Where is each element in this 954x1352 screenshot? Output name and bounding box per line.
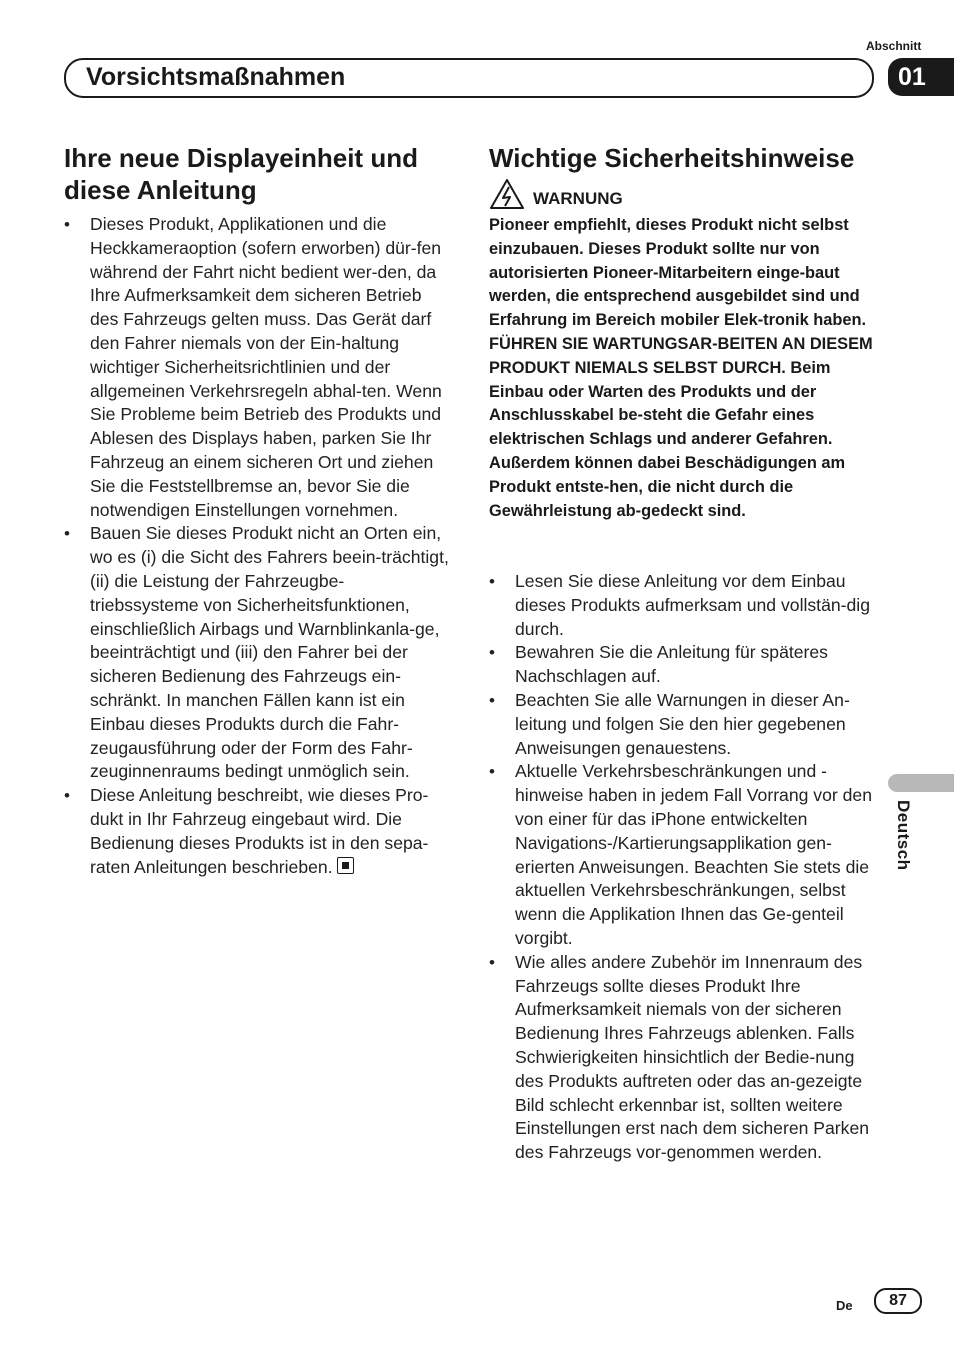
- list-item: • Aktuelle Verkehrsbeschränkungen und -hinweise haben in jedem Fall Vorrang vor den von einer für das iPhone entwickelten Navigations-/Kartierungsapplikation gen-erierten Anweisungen. Beachten Sie stets die aktuellen Verkehrsbeschränkungen, selbst wenn die Applikation Ihnen das Ge-genteil vorgibt.: [489, 761, 872, 948]
- warning-label: WARNUNG: [533, 189, 623, 208]
- list-item: • Bauen Sie dieses Produkt nicht an Orten ein, wo es (i) die Sicht des Fahrers beein-trächtigt, (ii) die Leistung der Fahrzeugbe-triebssysteme von Sicherheitsfunktionen, einschließlich Airbags und Warnblinkanla-ge, beeinträchtigt und (iii) den Fahrer bei der sicheren Bedienung des Fahrzeugs ein-schränkt. In manchen Fällen kann ist ein Einbau dieses Produkts durch die Fahr-zeugausführung oder der Form des Fahr-zeuginnenraums bedingt unmöglich sein.: [64, 523, 449, 782]
- bullet-icon: •: [64, 786, 70, 806]
- bullet-icon: •: [64, 524, 70, 544]
- list-item: • Bewahren Sie die Anleitung für späteres Nachschlagen auf.: [489, 642, 828, 687]
- left-bullet-list: [64, 213, 450, 879]
- chapter-title: Vorsichtsmaßnahmen: [86, 63, 346, 91]
- list-item: • Wie alles andere Zubehör im Innenraum des Fahrzeugs sollte dieses Produkt Ihre Aufmerksamkeit niemals von der sicheren Bedienung Ihres Fahrzeugs ablenken. Falls Schwierigkeiten hinsichtlich der Bedie-nung des Produkts auftreten oder das an-gezeigte Bild schlecht erkennbar ist, sollten weitere Einstellungen erst nach dem sicheren Parken des Fahrzeugs vor-genommen werden.: [489, 951, 870, 1163]
- end-mark-icon: [337, 857, 354, 874]
- list-item: • Lesen Sie diese Anleitung vor dem Einbau dieses Produkts aufmerksam und vollstän-dig durch.: [489, 571, 870, 639]
- warning-text: Pioneer empfiehlt, dieses Produkt nicht selbst einzubauen. Dieses Produkt sollte nur von autorisierten Pioneer-Mitarbeitern einge-baut werden, die entsprechend ausgebildet sind und Erfahrung im Bereich mobiler Elek-tronik haben. FÜHREN SIE WARTUNGSAR-BEITEN AN DIESEM PRODUKT NIEMALS SELBST DURCH. Beim Einbau oder Warten des Produkts und der Anschlusskabel be-steht die Gefahr eines elektrischen Schlags und anderer Gefahren. Außerdem können dabei Beschädigungen am Produkt entste-hen, die nicht durch die Gewährleistung ab-gedeckt sind.: [489, 216, 873, 520]
- bullet-icon: •: [489, 572, 495, 591]
- right-bullet-list: [489, 570, 875, 1165]
- language-tab: [893, 800, 933, 890]
- section-number-badge: 01: [888, 58, 954, 96]
- section-label: Abschnitt: [866, 39, 922, 53]
- list-item: • Dieses Produkt, Applikationen und die Heckkameraoption (sofern erworben) dür-fen während der Fahrt nicht bedient wer-den, da Ihre Aufmerksamkeit dem sicheren Betrieb des Fahrzeugs gelten muss. Das Gerät darf den Fahrer niemals von der Ein-haltung wichtiger Sicherheitsrichtlinien und der allgemeinen Verkehrsregeln abhal-ten. Wenn Sie Probleme beim Betrieb des Produkts und Ablesen des Displays haben, parken Sie Ihr Fahrzeug an einem sicheren Ort und ziehen Sie die Feststellbremse an, bevor Sie die notwendigen Einstellungen vornehmen.: [64, 214, 442, 520]
- bullet-icon: •: [489, 762, 495, 782]
- warning-header: [489, 178, 623, 210]
- list-item: • Diese Anleitung beschreibt, wie dieses Pro-dukt in Ihr Fahrzeug eingebaut wird. Die Bedienung dieses Produkts ist in den sepa-raten Anleitungen beschrieben.: [64, 785, 429, 877]
- bullet-icon: •: [489, 690, 495, 710]
- warning-triangle-icon: [489, 178, 525, 210]
- page-number: 87: [874, 1288, 922, 1314]
- bullet-icon: •: [64, 215, 70, 234]
- left-heading: Ihre neue Displayeinheit und diese Anleitung: [64, 143, 418, 205]
- bullet-icon: •: [489, 952, 495, 972]
- language-tab-marker: [888, 774, 954, 792]
- bullet-icon: •: [489, 643, 495, 663]
- right-heading: Wichtige Sicherheitshinweise: [489, 143, 855, 173]
- list-item: • Beachten Sie alle Warnungen in dieser An-leitung und folgen Sie den hier gegebenen Anweisungen genauestens.: [489, 689, 850, 758]
- footer-language-code: De: [836, 1298, 853, 1313]
- language-label: Deutsch: [894, 800, 913, 871]
